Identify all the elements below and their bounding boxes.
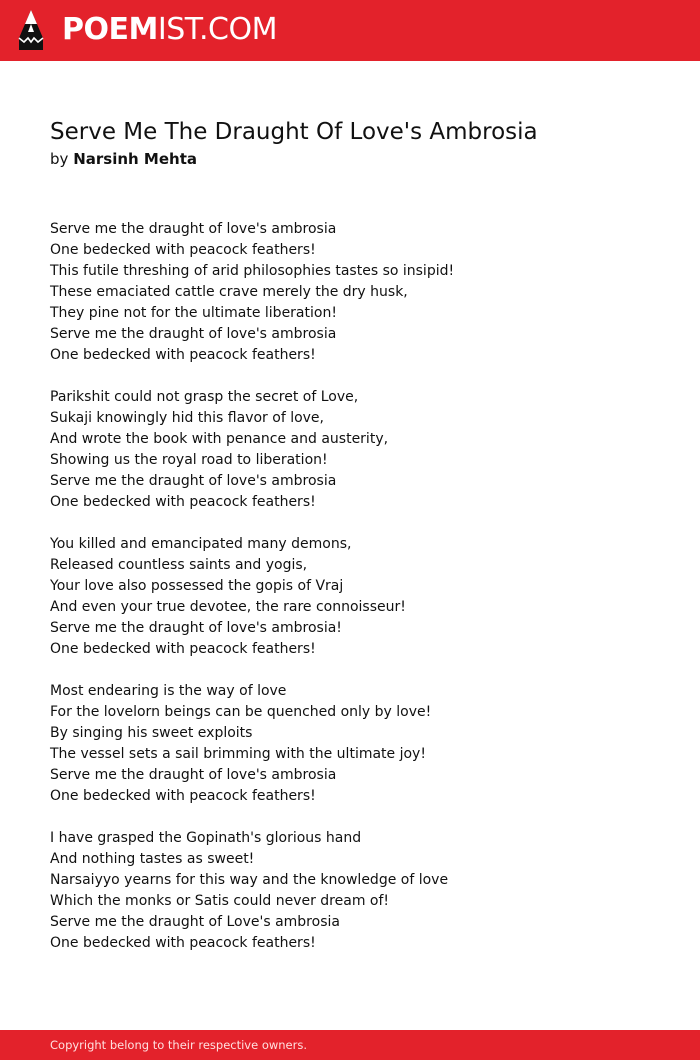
poem-body xyxy=(50,219,650,975)
poem-line: You killed and emancipated many demons, xyxy=(50,536,352,552)
poem-line: Sukaji knowingly hid this flavor of love, xyxy=(50,410,324,426)
poem-line: One bedecked with peacock feathers! xyxy=(50,347,316,363)
poem-line: This futile threshing of arid philosophies tastes so insipid! xyxy=(50,263,455,279)
poem-line: Serve me the draught of love's ambrosia xyxy=(50,221,337,237)
brand-light: IST.COM xyxy=(157,12,277,47)
poem-line: By singing his sweet exploits xyxy=(50,725,253,741)
poem-line: And wrote the book with penance and austerity, xyxy=(50,431,389,447)
stanza xyxy=(50,219,650,366)
poem-line: Showing us the royal road to liberation! xyxy=(50,452,328,468)
copyright-text: Copyright belong to their respective owners. xyxy=(50,1038,308,1052)
poem-line: Serve me the draught of Love's ambrosia xyxy=(50,914,340,930)
site-logo[interactable] xyxy=(62,12,277,48)
poem-line: One bedecked with peacock feathers! xyxy=(50,641,316,657)
poem-line: Serve me the draught of love's ambrosia xyxy=(50,767,337,783)
poem-line: They pine not for the ultimate liberation! xyxy=(50,305,337,321)
poem-title: Serve Me The Draught Of Love's Ambrosia xyxy=(50,119,538,145)
stanza xyxy=(50,828,650,954)
stanza xyxy=(50,681,650,807)
poem-line: Which the monks or Satis could never dream of! xyxy=(50,893,390,909)
stanza xyxy=(50,534,650,660)
poem-line: One bedecked with peacock feathers! xyxy=(50,788,316,804)
poem-line: I have grasped the Gopinath's glorious hand xyxy=(50,830,362,846)
pencil-tip-icon[interactable] xyxy=(17,8,45,52)
poem-line: Serve me the draught of love's ambrosia xyxy=(50,473,337,489)
poem-line: One bedecked with peacock feathers! xyxy=(50,935,316,951)
site-footer xyxy=(0,1030,700,1060)
poem-line: One bedecked with peacock feathers! xyxy=(50,494,316,510)
poem-line: Most endearing is the way of love xyxy=(50,683,287,699)
poem-line: Serve me the draught of love's ambrosia xyxy=(50,326,337,342)
author-name: Narsinh Mehta xyxy=(73,150,197,168)
poem-line: And nothing tastes as sweet! xyxy=(50,851,255,867)
byline xyxy=(50,148,197,170)
by-label: by xyxy=(50,150,69,168)
poem-line: Your love also possessed the gopis of Vraj xyxy=(50,578,344,594)
poem-line: These emaciated cattle crave merely the dry husk, xyxy=(50,284,408,300)
poem-line: One bedecked with peacock feathers! xyxy=(50,242,316,258)
poem-line: The vessel sets a sail brimming with the ultimate joy! xyxy=(50,746,426,762)
poem-line: Serve me the draught of love's ambrosia! xyxy=(50,620,342,636)
brand-bold: POEM xyxy=(62,12,158,47)
site-header xyxy=(0,0,700,61)
poem-line: For the lovelorn beings can be quenched only by love! xyxy=(50,704,432,720)
poem-line: Narsaiyyo yearns for this way and the knowledge of love xyxy=(50,872,449,888)
stanza xyxy=(50,387,650,513)
poem-line: Released countless saints and yogis, xyxy=(50,557,308,573)
poem-line: Parikshit could not grasp the secret of Love, xyxy=(50,389,359,405)
poem-line: And even your true devotee, the rare connoisseur! xyxy=(50,599,406,615)
